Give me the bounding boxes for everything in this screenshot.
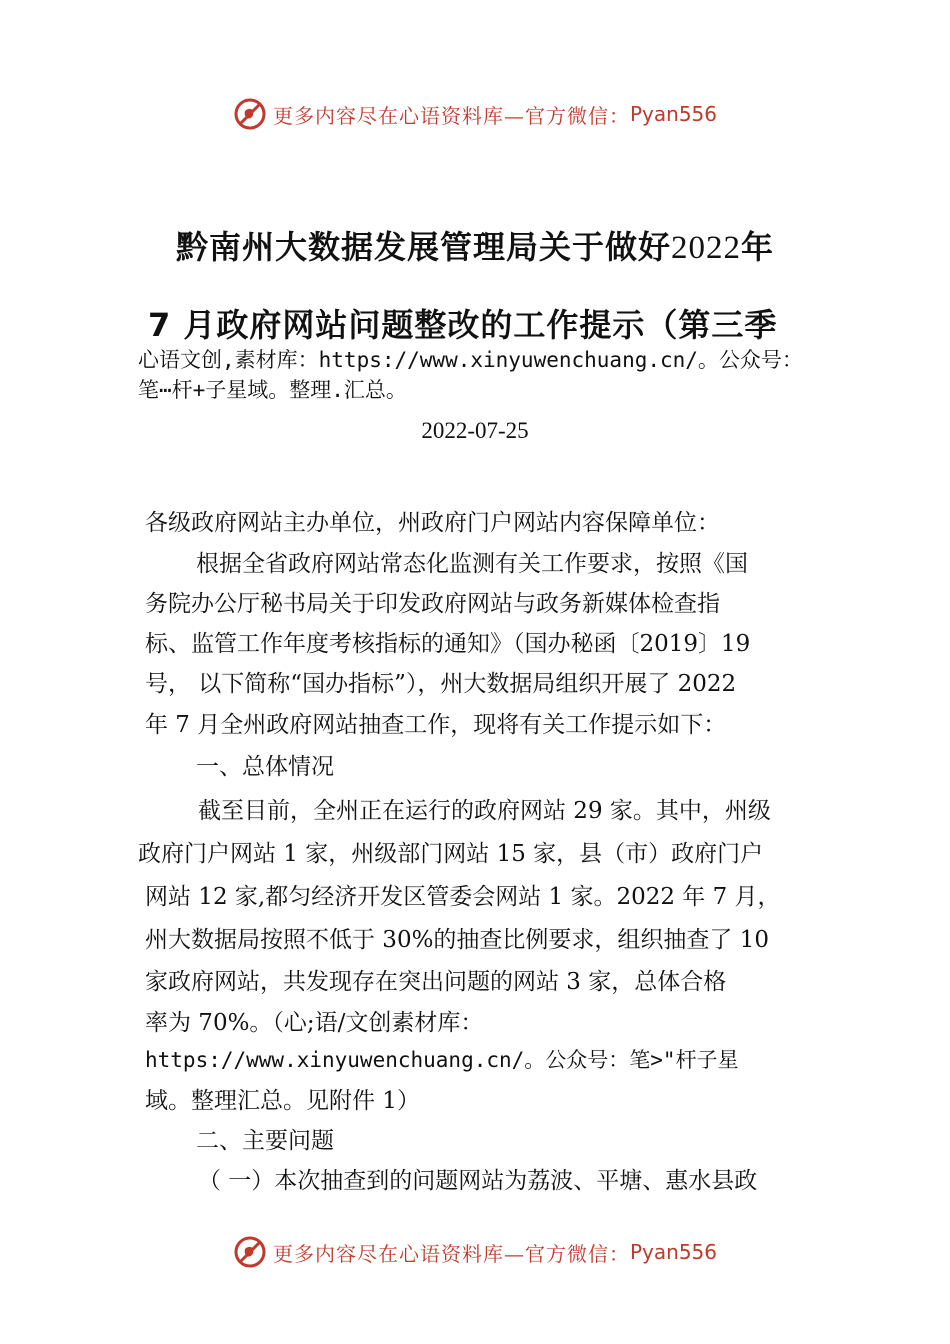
section-heading: 二、主要问题 <box>196 1128 334 1154</box>
document-date: 2022-07-25 <box>421 418 529 443</box>
body-line: 网站 12 家,都匀经济开发区管委会网站 1 家。2022 年 7 月， <box>145 884 781 910</box>
title-year: 2022 <box>671 230 741 266</box>
body-line: 务院办公厅秘书局关于印发政府网站与政务新媒体检查指 <box>145 591 720 617</box>
title-line1-text: 黔南州大数据发展管理局关于做好 <box>175 228 671 266</box>
banner-text: 更多内容尽在心语资料库—官方微信： <box>272 103 630 128</box>
body-line: 率为 70%。（心;语/文创素材库： <box>145 1010 484 1036</box>
banner-wechat-id: Pyan556 <box>629 102 717 126</box>
document-title-line-1 <box>0 222 950 268</box>
body-line: 政府门户网站 1 家，州级部门网站 15 家，县（市）政府门户 <box>138 841 764 867</box>
body-line: 根据全省政府网站常态化监测有关工作要求，按照《国 <box>196 551 748 577</box>
pen-circle-logo-icon <box>233 97 267 131</box>
body-line: 州大数据局按照不低于 30%的抽查比例要求，组织抽查了 10 <box>145 927 770 953</box>
section-heading: 一、总体情况 <box>196 754 334 780</box>
bottom-banner <box>0 1232 950 1272</box>
body-line: 标、监管工作年度考核指标的通知》（国办秘函〔2019〕19 <box>145 631 751 657</box>
title-line1-suffix: 年 <box>741 228 775 266</box>
body-line: 号， 以下简称“国办指标”），州大数据局组织开展了 2022 <box>145 671 737 697</box>
document-title-line-2: 7 月政府网站问题整改的工作提示（第三季 <box>148 306 778 344</box>
body-line: 各级政府网站主办单位，州政府门户网站内容保障单位： <box>145 510 720 536</box>
body-line: 截至目前，全州正在运行的政府网站 29 家。其中，州级 <box>198 798 771 824</box>
body-line: 年 7 月全州政府网站抽查工作，现将有关工作提示如下： <box>145 712 727 738</box>
body-line: （ 一）本次抽查到的问题网站为荔波、平塘、惠水县政 <box>198 1168 758 1194</box>
banner-text: 更多内容尽在心语资料库—官方微信： <box>272 1241 630 1266</box>
source-note-line-2: 笔⋯杆+子星域。整理.汇总。 <box>138 378 407 402</box>
pen-circle-logo-icon <box>233 1235 267 1269</box>
banner-wechat-id: Pyan556 <box>629 1240 717 1264</box>
source-note-line-1: 心语文创,素材库：https://www.xinyuwenchuang.cn/。公众号： <box>138 348 803 372</box>
body-line: 家政府网站，共发现存在突出问题的网站 3 家，总体合格 <box>145 969 727 995</box>
body-line: 域。整理汇总。见附件 1） <box>145 1088 420 1114</box>
body-line: https://www.xinyuwenchuang.cn/。公众号：笔>"杆子星 <box>145 1048 739 1072</box>
top-banner <box>0 94 950 134</box>
